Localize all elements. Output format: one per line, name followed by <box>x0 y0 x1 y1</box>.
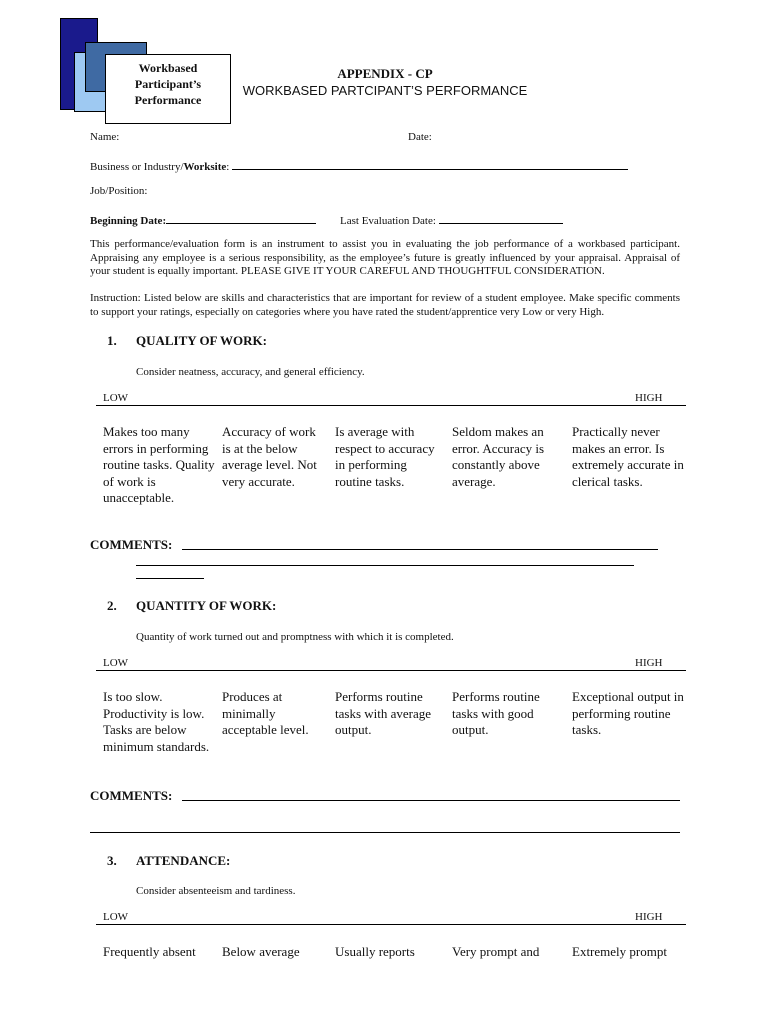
logo-line3: Performance <box>134 93 202 107</box>
section-2-high-label: HIGH <box>635 657 663 669</box>
section-1-rating-2[interactable]: Accuracy of work is at the below average level. Not very accurate. <box>222 424 317 489</box>
business-label-colon: : <box>226 161 230 173</box>
business-label-bold: Worksite <box>183 161 227 173</box>
section-3-scale-line <box>96 924 686 925</box>
section-1-rating-5[interactable]: Practically never makes an error. Is extremely accurate in clerical tasks. <box>572 424 684 489</box>
section-2-comments-line-2[interactable] <box>90 832 680 833</box>
section-1-high-label: HIGH <box>635 392 663 404</box>
section-2-description: Quantity of work turned out and promptness with which it is completed. <box>136 631 454 643</box>
section-2-rating-2[interactable]: Produces at minimally acceptable level. <box>222 689 309 737</box>
page-title: APPENDIX - CP <box>337 66 433 81</box>
logo-line2: Participant’s <box>134 77 202 91</box>
beginning-date-colon: : <box>162 215 167 227</box>
section-1-description: Consider neatness, accuracy, and general efficiency. <box>136 366 365 378</box>
section-2-scale-line <box>96 670 686 671</box>
logo-line1: Workbased <box>138 61 198 75</box>
page-subtitle: WORKBASED PARTCIPANT’S PERFORMANCE <box>242 83 528 98</box>
section-2-rating-4[interactable]: Performs routine tasks with good output. <box>452 689 540 737</box>
section-2-rating-5[interactable]: Exceptional output in performing routine tasks. <box>572 689 684 737</box>
section-1-title: QUALITY OF WORK: <box>136 333 267 348</box>
section-2-low-label: LOW <box>103 657 129 669</box>
business-field <box>90 158 628 173</box>
section-3-high-label: HIGH <box>635 911 663 923</box>
section-2-title: QUANTITY OF WORK: <box>136 598 277 613</box>
section-1-rating-1[interactable]: Makes too many errors in performing routine tasks. Quality of work is unacceptable. <box>103 424 215 505</box>
instruction-paragraph: Instruction: Listed below are skills and characteristics that are important for review of a student employee. Make specific comments to support your ratings, especially on categories where you have rated the student/apprentice very Low or very High. <box>90 292 680 318</box>
section-3-rating-3[interactable]: Usually reports <box>335 944 415 959</box>
section-2-number: 2. <box>107 598 117 613</box>
last-evaluation-label: Last Evaluation Date: <box>340 215 436 227</box>
last-evaluation-input-line[interactable] <box>439 212 563 224</box>
section-3-rating-5[interactable]: Extremely prompt <box>572 944 667 959</box>
section-3-rating-2[interactable]: Below average <box>222 944 300 959</box>
section-1-low-label: LOW <box>103 392 129 404</box>
beginning-date-label: Beginning Date <box>90 215 163 227</box>
section-1-scale-line <box>96 405 686 406</box>
section-1-comments-line-2[interactable] <box>136 565 634 566</box>
date-label: Date: <box>408 131 432 143</box>
section-3-rating-4[interactable]: Very prompt and <box>452 944 540 959</box>
section-1-rating-4[interactable]: Seldom makes an error. Accuracy is constantly above average. <box>452 424 545 489</box>
section-3-low-label: LOW <box>103 911 129 923</box>
intro-paragraph: This performance/evaluation form is an instrument to assist you in evaluating the job performance of a workbased participant. Appraising any employee is a serious responsibility, as the employee’s future is greatly influenced by your appraisal. Appraisal of your student is equally important. PLEASE GIVE IT YOUR CAREFUL AND THOUGHTFUL CONSIDERATION. <box>90 238 680 277</box>
section-1-comments-line-1[interactable] <box>182 549 658 550</box>
section-3-description: Consider absenteeism and tardiness. <box>136 885 296 897</box>
last-evaluation-field <box>340 212 563 227</box>
section-1-comments-line-3[interactable] <box>136 578 204 579</box>
section-3-title: ATTENDANCE: <box>136 853 231 868</box>
section-2-comments-label: COMMENTS: <box>90 788 173 803</box>
section-1-comments-label: COMMENTS: <box>90 537 173 552</box>
business-label-prefix: Business or Industry/ <box>90 161 184 173</box>
section-2-rating-1[interactable]: Is too slow. Productivity is low. Tasks are below minimum standards. <box>103 689 210 754</box>
section-1-rating-3[interactable]: Is average with respect to accuracy in performing routine tasks. <box>335 424 435 489</box>
beginning-date-field <box>90 212 316 227</box>
business-input-line[interactable] <box>232 158 628 170</box>
section-3-number: 3. <box>107 853 117 868</box>
section-3-rating-1[interactable]: Frequently absent <box>103 944 196 959</box>
name-label: Name: <box>90 131 120 143</box>
beginning-date-input-line[interactable] <box>166 212 316 224</box>
section-2-comments-line-1[interactable] <box>182 800 680 801</box>
section-1-number: 1. <box>107 333 117 348</box>
job-label: Job/Position: <box>90 185 148 197</box>
section-2-rating-3[interactable]: Performs routine tasks with average output. <box>335 689 432 737</box>
